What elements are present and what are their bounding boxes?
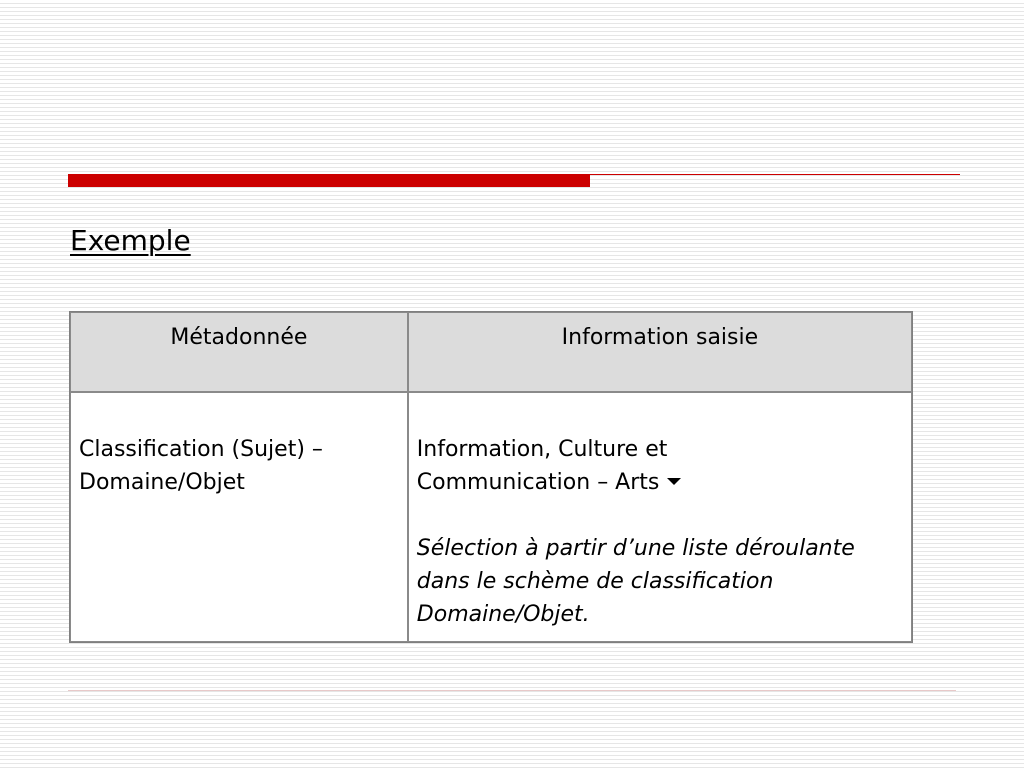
slide-heading: Exemple xyxy=(70,224,191,257)
value-line-2: Communication – Arts xyxy=(416,470,660,495)
selection-note: Sélection à partir d’une liste déroulante dans le schème de classification Domaine/Objet. xyxy=(416,536,855,627)
value-line-1: Information, Culture et xyxy=(416,437,668,462)
title-rule-thick xyxy=(68,174,590,187)
cell-metadata: Classification (Sujet) – Domaine/Objet xyxy=(70,392,408,642)
cell-entered-information xyxy=(408,392,912,642)
title-rule xyxy=(68,174,960,188)
title-rule-thin xyxy=(590,174,960,175)
header-metadata: Métadonnée xyxy=(70,312,408,392)
metadata-table xyxy=(69,311,913,643)
value-line-2-wrapper xyxy=(417,466,903,499)
header-entered-information: Information saisie xyxy=(408,312,912,392)
footer-rule xyxy=(68,690,956,691)
dropdown-caret-icon xyxy=(667,478,681,485)
table-row xyxy=(70,392,912,642)
table-header-row xyxy=(70,312,912,392)
